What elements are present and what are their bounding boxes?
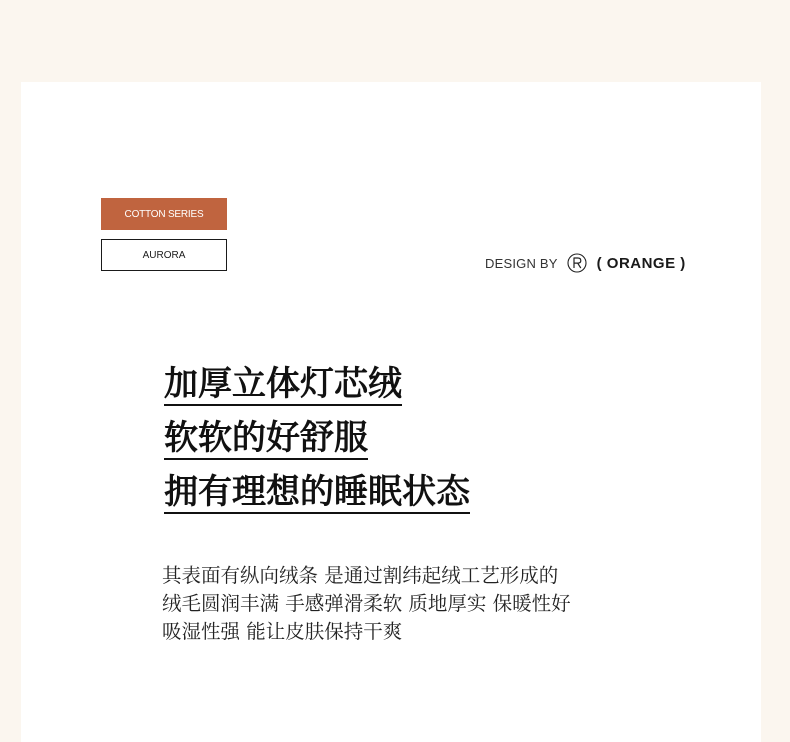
headline-line: 软软的好舒服 [164, 418, 368, 458]
description-line: 绒毛圆润丰满 手感弹滑柔软 质地厚实 保暖性好 [162, 592, 571, 615]
content-card [21, 82, 761, 742]
headline-line: 加厚立体灯芯绒 [164, 364, 402, 404]
design-by-label: DESIGN BY [485, 255, 558, 271]
name-tag-label: AURORA [142, 249, 186, 261]
description-line: 吸湿性强 能让皮肤保持干爽 [162, 620, 403, 643]
headline-line: 拥有理想的睡眠状态 [164, 472, 470, 512]
registered-icon [567, 253, 587, 273]
headline [164, 364, 470, 526]
description [162, 562, 642, 646]
series-tag [101, 198, 227, 230]
brand-name: ( ORANGE ) [596, 254, 686, 272]
series-tag-label: COTTON SERIES [124, 208, 204, 220]
name-tag [101, 239, 227, 271]
description-line: 其表面有纵向绒条 是通过割纬起绒工艺形成的 [162, 564, 559, 587]
designer-credit [485, 250, 686, 276]
